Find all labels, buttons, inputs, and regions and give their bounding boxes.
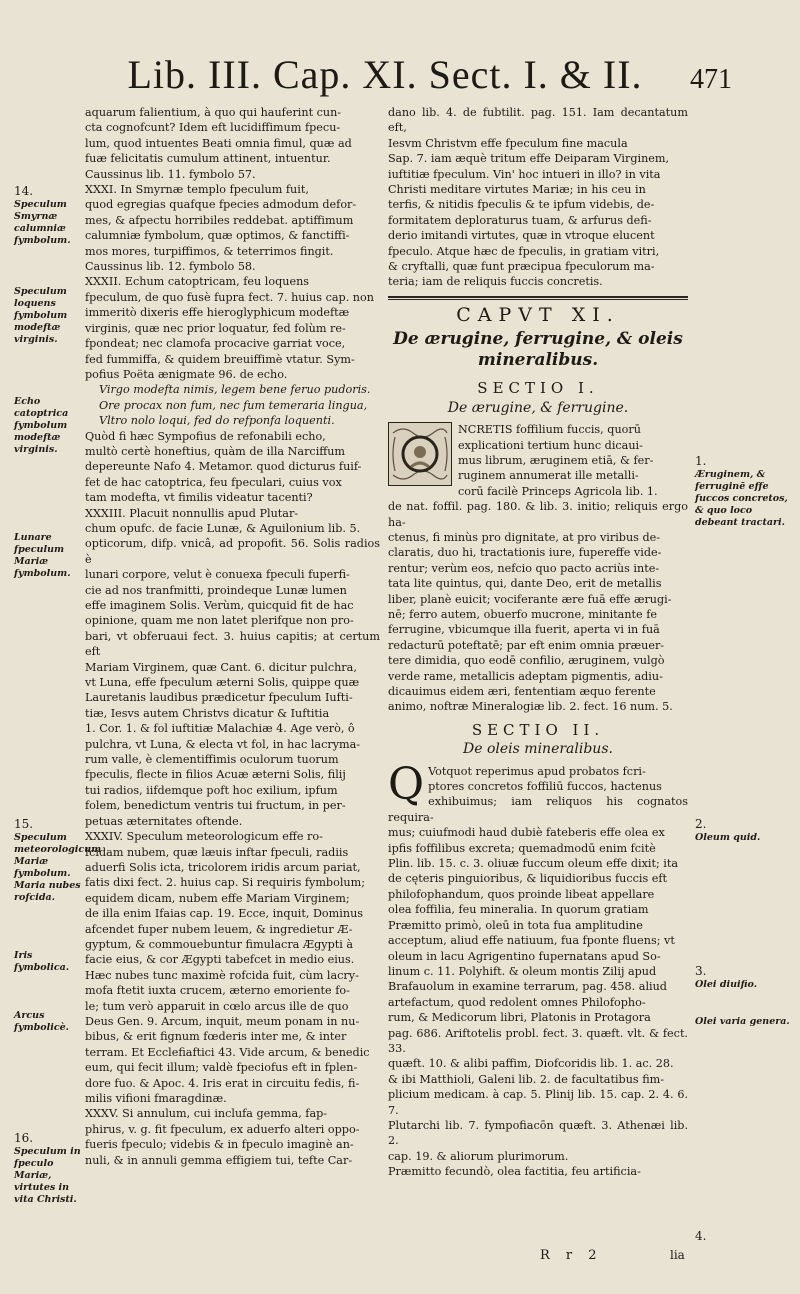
text-line: acceptum, aliud effe natiuum, fua fponte fluens; vt: [388, 934, 675, 948]
text-line: XXXII. Echum catoptricam, feu loquens: [85, 275, 310, 289]
text-line: pulchra, vt Luna, & electa vt fol, in hac lacryma-: [85, 737, 361, 751]
text-line: cta cognofcunt? Idem eft lucidiffimum fpecu-: [85, 121, 341, 135]
text-line: afcendet fuper nubem leuem, & ingredietur Æ-: [85, 922, 353, 936]
text-line: Lauretanis laudibus prædicetur fpeculum Iufti-: [85, 691, 353, 705]
text-line: bibus, & erit fignum fœderis inter me, & inter: [85, 1030, 347, 1044]
text-line: eum, qui fecit illum; valdè fpeciofus eft in fplen-: [85, 1061, 358, 1075]
text-line: oleum in lacu Agrigentino fupernatans apud So-: [388, 949, 661, 963]
text-line: dano lib. 4. de fubtilit. pag. 151. Iam decantatum eft,: [388, 106, 688, 135]
right-margin-note-4: 4.: [695, 1229, 707, 1243]
catchword: lia: [670, 1248, 685, 1262]
text-line: explicationi tertium hunc dicaui-: [458, 438, 643, 452]
text-line: verde rame, metallicis adeptam pigmentis, adiu-: [388, 669, 663, 683]
text-line: gyptum, & commouebuntur fimulacra Ægypti à: [85, 937, 354, 951]
chapter-title: CAPVT XI.: [456, 303, 620, 326]
signature-mark: R r 2: [540, 1248, 603, 1263]
text-line: philofophandum, quos proinde libeat appellare: [388, 887, 655, 901]
left-margin-note-16: 16. Speculum in fpeculo Mariæ, virtutes in vita Christi.: [14, 1131, 81, 1205]
text-line: plicium medicam. à cap. 5. Plinij lib. 15. cap. 2. 4. 6. 7.: [388, 1088, 688, 1117]
text-line: de cęteris pinguioribus, & liquidioribus fuccis eft: [388, 872, 668, 886]
text-line: ruginem annumerat ille metalli-: [458, 469, 639, 483]
right-margin-note-1: 1. Æruginem, & ferruginē effe fuccos concretos, & quo loco debeant tractari.: [695, 454, 788, 528]
text-line: de nat. foffil. pag. 180. & lib. 3. initio; reliquis ergo ha-: [388, 500, 688, 529]
text-line: calumniæ fymbolum, quæ optimos, & fanctiffi-: [85, 229, 350, 243]
text-line: exhibuimus; iam reliquos his cognatos requira-: [388, 795, 688, 824]
text-line: ctenus, fi minùs pro dignitate, at pro viribus de-: [388, 530, 661, 544]
text-line: fpondeat; nec clamofa procacive garriat voce,: [85, 337, 346, 351]
text-line: vt Luna, effe fpeculum æterni Solis, quippe quæ: [85, 676, 360, 690]
text-line: milis vifioni fmaragdinæ.: [85, 1092, 227, 1105]
text-line: animo, noftræ Mineralogiæ lib. 2. fect. 16 num. 5.: [388, 700, 673, 714]
text-line: ferrugine, vbicumque illa fuerit, aperta vi in fuā: [388, 623, 660, 637]
chapter-rule-thin: [388, 299, 688, 300]
text-line: facie eius, & cor Ægypti tabefcet in medio eius.: [85, 953, 355, 967]
text-line: Quòd fi hæc Sympofius de refonabili echo,: [85, 429, 326, 443]
text-line: phirus, v. g. fit fpeculum, ex aduerfo alteri oppo-: [85, 1122, 360, 1136]
text-line: teria; iam de reliquis fuccis concretis.: [388, 275, 603, 289]
text-line: Christi meditare virtutes Mariæ; in his ceu in: [388, 183, 646, 197]
text-line: dicauimus eidem æri, fententiam æquo ferente: [388, 685, 656, 698]
text-line: quæft. 10. & alibi paffim, Diofcoridis lib. 1. ac. 28.: [388, 1057, 674, 1071]
text-line: rum valle, è clementiffimis oculorum tuorum: [85, 753, 339, 767]
text-line: quod egregias quafque fpecies admodum defor-: [85, 198, 357, 212]
text-line: multò certè honeftius, quàm de illa Narciffum: [85, 444, 346, 458]
right-column-continuation: [388, 105, 688, 290]
text-line: fpeculis, flecte in filios Acuæ æterni Solis, filij: [85, 768, 346, 782]
text-line: iuftitiæ fpeculum. Vin' hoc intueri in illo? in vita: [388, 167, 661, 181]
text-line: aquarum falientium, à quo qui hauferint cun-: [85, 106, 342, 119]
text-line: Mariam Virginem, quæ Cant. 6. dicitur pulchra,: [85, 660, 357, 674]
text-line: terram. Et Ecclefiaftici 43. Vide arcum, & benedic: [85, 1045, 370, 1059]
text-line: ptores concretos foffiliū fuccos, hactenus: [428, 780, 662, 794]
right-margin-note-3: 3. Olei diuifio.: [695, 964, 757, 990]
page-number: 471: [690, 64, 732, 95]
text-line: 1. Cor. 1. & fol iuftitiæ Malachiæ 4. Age verò, ô: [85, 722, 355, 736]
text-line: corū facilè Princeps Agricola lib. 1.: [458, 484, 658, 498]
section-2-body: [388, 758, 688, 1180]
text-line: redacturū poteftatē; par eft enim omnia præuer-: [388, 638, 665, 652]
text-line: virginis, quæ nec prior loquatur, fed folùm re-: [85, 321, 346, 335]
text-line: linum c. 11. Polyhift. & oleum montis Zilij apud: [388, 964, 657, 978]
text-line: fpeculo. Atque hæc de fpeculis, in gratiam vitri,: [388, 244, 660, 258]
text-line: tui radios, iifdemque poft hoc exilium, ipfum: [85, 783, 338, 797]
ornament-flourish-icon: [389, 423, 451, 485]
text-line: Ore procax non fum, nec fum temeraria lingua,: [99, 398, 368, 412]
text-line: mofa ftetit iuxta crucem, æterno emoriente fo-: [85, 984, 350, 998]
text-line: NCRETIS foffilium fuccis, quorū: [458, 423, 641, 437]
text-line: XXXV. Si annulum, cui inclufa gemma, fap-: [85, 1107, 328, 1121]
text-line: mos mores, turpiffimos, & teterrimos fingit.: [85, 244, 334, 258]
left-margin-note-speculum-loquens: Speculum loquens fymbolum modeftæ virginis.: [14, 286, 68, 345]
right-margin-note-varia: Olei varia genera.: [695, 1016, 790, 1027]
text-line: Sap. 7. iam æquè tritum effe Deiparam Virginem,: [388, 152, 670, 166]
text-line: tam modefta, vt fimilis videatur tacenti?: [85, 491, 313, 505]
chapter-rule-thick: [388, 296, 688, 298]
text-line: Præmitto primò, oleū in tota fua amplitudine: [388, 918, 643, 932]
text-line: & cryftalli, quæ funt præcipua fpeculorum ma-: [388, 260, 655, 274]
text-line: Iesvm Christvm effe fpeculum fine macula: [388, 136, 628, 150]
section-1-subtitle: De ærugine, & ferrugine.: [447, 399, 629, 416]
left-margin-note-arcus: Arcus fymbolicè.: [14, 1010, 69, 1033]
text-line: Hæc nubes tunc maximè rofcida fuit, cùm lacry-: [85, 968, 359, 982]
text-line: petuas æternitates oftende.: [85, 814, 243, 828]
text-line: Deus Gen. 9. Arcum, inquit, meum ponam in nu-: [85, 1014, 360, 1028]
text-line: equidem dicam, nubem effe Mariam Virginem;: [85, 891, 350, 905]
text-line: depereunte Nafo 4. Metamor. quod dicturus fuif-: [85, 460, 362, 474]
running-title: Lib. III. Cap. XI. Sect. I. & II.: [127, 52, 643, 97]
text-line: fcidam nubem, quæ læuis inftar fpeculi, radiis: [85, 845, 349, 859]
text-line: fpeculum, de quo fusè fupra fect. 7. huius cap. non: [85, 290, 374, 304]
text-line: de illa enim Ifaias cap. 19. Ecce, inquit, Dominus: [85, 907, 364, 921]
section-2-text: [388, 758, 688, 1180]
text-line: opinione, quam me non latet plerifque non pro-: [85, 614, 354, 628]
text-line: opticorum, difp. vnicâ, ad propofit. 56. Solis radios è: [85, 537, 380, 566]
left-margin-note-iris: Iris fymbolica.: [14, 950, 70, 973]
text-line: Præmitto fecundò, olea factitia, feu artificia-: [388, 1165, 641, 1179]
text-line: rum, & Medicorum libri, Platonis in Protagora: [388, 1011, 651, 1025]
text-line: folem, benedictum ventris tui fructum, in per-: [85, 799, 346, 813]
text-line: le; tum verò apparuit in cœlo arcus ille de quo: [85, 999, 349, 1013]
text-line: dore fuo. & Apoc. 4. Iris erat in circuitu fedis, fi-: [85, 1076, 360, 1090]
text-line: liber, planè euicit; vociferante ære fuā effe ærugi-: [388, 592, 672, 606]
text-line: XXXIV. Speculum meteorologicum effe ro-: [85, 830, 323, 844]
text-line: nē; ferro autem, obuerfo mucrone, minitante fe: [388, 607, 657, 621]
text-line: fed fummiffa, & quidem breuiffimè vtatur. Sym-: [85, 352, 355, 366]
text-line: pag. 686. Ariftotelis probl. fect. 3. quæft. vlt. & fect. 33.: [388, 1026, 688, 1055]
text-line: tata lite quintus, qui, dante Deo, erit de metallis: [388, 577, 662, 591]
text-line: chum opufc. de facie Lunæ, & Aguilonium lib. 5.: [85, 521, 361, 535]
text-line: mes, & afpectu horribiles reddebat. aptiffimum: [85, 213, 354, 227]
chapter-subtitle: De ærugine, ferrugine, & oleis mineralibus.: [393, 329, 683, 371]
text-line: & ibi Matthioli, Galeni lib. 2. de facultatibus fim-: [388, 1072, 665, 1086]
text-line: artefactum, quod redolent omnes Philofopho-: [388, 995, 646, 1009]
drop-initial-q: Q: [388, 758, 425, 810]
section-2-subtitle: De oleis mineralibus.: [463, 741, 613, 758]
text-line: bari, vt obferuaui fect. 3. huius capitis; at certum eft: [85, 629, 380, 659]
text-line: Virgo modefta nimis, legem bene feruo pudoris.: [99, 383, 371, 397]
text-line: formitatem deploraturus tuam, & arfurus defi-: [388, 213, 652, 227]
text-line: mus librum, æruginem etiā, & fer-: [458, 453, 654, 467]
text-line: nuli, & in annuli gemma effigiem tui, tefte Car-: [85, 1153, 353, 1167]
text-line: XXXI. In Smyrnæ templo fpeculum fuit,: [85, 183, 309, 197]
text-line: claratis, duo hi, tractationis iure, fupereffe vide-: [388, 546, 662, 560]
page-header: [0, 50, 800, 100]
text-line: lunari corpore, velut è conuexa fpeculi fuperfi-: [85, 568, 350, 582]
left-margin-note-15: 15. Speculum meteorologicum Mariæ fymbolum. Maria nubes rofcida.: [14, 817, 102, 903]
left-margin-note-lunare: Lunare fpeculum Mariæ fymbolum.: [14, 532, 71, 579]
text-line: Votquot reperimus apud probatos fcri-: [428, 764, 646, 778]
section-1-body: [388, 422, 688, 715]
left-margin-note-echo: Echo catoptrica fymbolum modeftæ virginis.: [14, 396, 69, 455]
text-line: cap. 19. & aliorum plurimorum.: [388, 1149, 569, 1163]
text-line: aduerfi Solis icta, tricolorem iridis arcum pariat,: [85, 860, 361, 874]
text-line: rentur; verùm eos, nefcio quo pacto acriùs inte-: [388, 561, 660, 575]
text-line: Caussinus lib. 11. fymbolo 57.: [85, 167, 256, 181]
text-line: tere dimidia, quo eodē confilio, æruginem, vulgò: [388, 654, 665, 668]
text-line: cie ad nos tranfmitti, proindeque Lunæ lumen: [85, 583, 347, 597]
text-line: terfis, & nitidis fpeculis & te ipfum videbis, de-: [388, 198, 655, 212]
text-line: fueris fpeculo; videbis & in fpeculo imaginè an-: [85, 1138, 354, 1152]
section-2-title: SECTIO II.: [471, 720, 605, 739]
left-margin-note-14: 14. Speculum Smyrnæ calumniæ fymbolum.: [14, 184, 71, 246]
section-1-title: SECTIO I.: [477, 379, 599, 398]
text-line: effe imaginem Solis. Verùm, quicquid fit de hac: [85, 599, 354, 612]
text-line: fuæ felicitatis cumulum attinent, intuentur.: [85, 152, 331, 166]
text-line: fatis dixi fect. 2. huius cap. Si requiris fymbolum;: [85, 876, 365, 890]
text-line: mus; cuiufmodi haud dubiè fateberis effe olea ex: [388, 826, 665, 840]
text-line: Vltro nolo loqui, fed do refponfa loquenti.: [99, 414, 335, 428]
text-line: lum, quod intuentes Beati omnia fimul, quæ ad: [85, 136, 352, 150]
text-line: immeritò dixeris effe hieroglyphicum modeftæ: [85, 306, 350, 320]
text-line: pofius Poëta ænigmate 96. de echo.: [85, 367, 288, 381]
text-line: tiæ, Iesvs autem Christvs dicatur & Iuftitia: [85, 706, 330, 720]
text-line: XXXIII. Placuit nonnullis apud Plutar-: [85, 506, 299, 520]
right-column: [388, 105, 688, 1180]
text-line: fet de hac catoptrica, feu fpeculari, cuius vox: [85, 475, 342, 489]
text-line: Plutarchi lib. 7. fympofiacōn quæft. 3. Athenæi lib. 2.: [388, 1118, 688, 1148]
text-line: olea foffilia, feu mineralia. In quorum gratiam: [388, 903, 649, 917]
text-line: Plin. lib. 15. c. 3. oliuæ fuccum oleum effe dixit; ita: [388, 857, 679, 871]
ornamental-initial-o-icon: [388, 422, 452, 486]
text-line: derio imitandi virtutes, quæ in vtroque elucent: [388, 229, 655, 243]
text-line: Caussinus lib. 12. fymbolo 58.: [85, 260, 256, 274]
right-margin-note-2: 2. Oleum quid.: [695, 817, 761, 843]
text-line: Brafauolum in examine terrarum, pag. 458. aliud: [388, 980, 667, 994]
left-column: [85, 105, 380, 1168]
text-line: ipfis foffilibus excreta; quemadmodū enim fcitè: [388, 841, 656, 855]
